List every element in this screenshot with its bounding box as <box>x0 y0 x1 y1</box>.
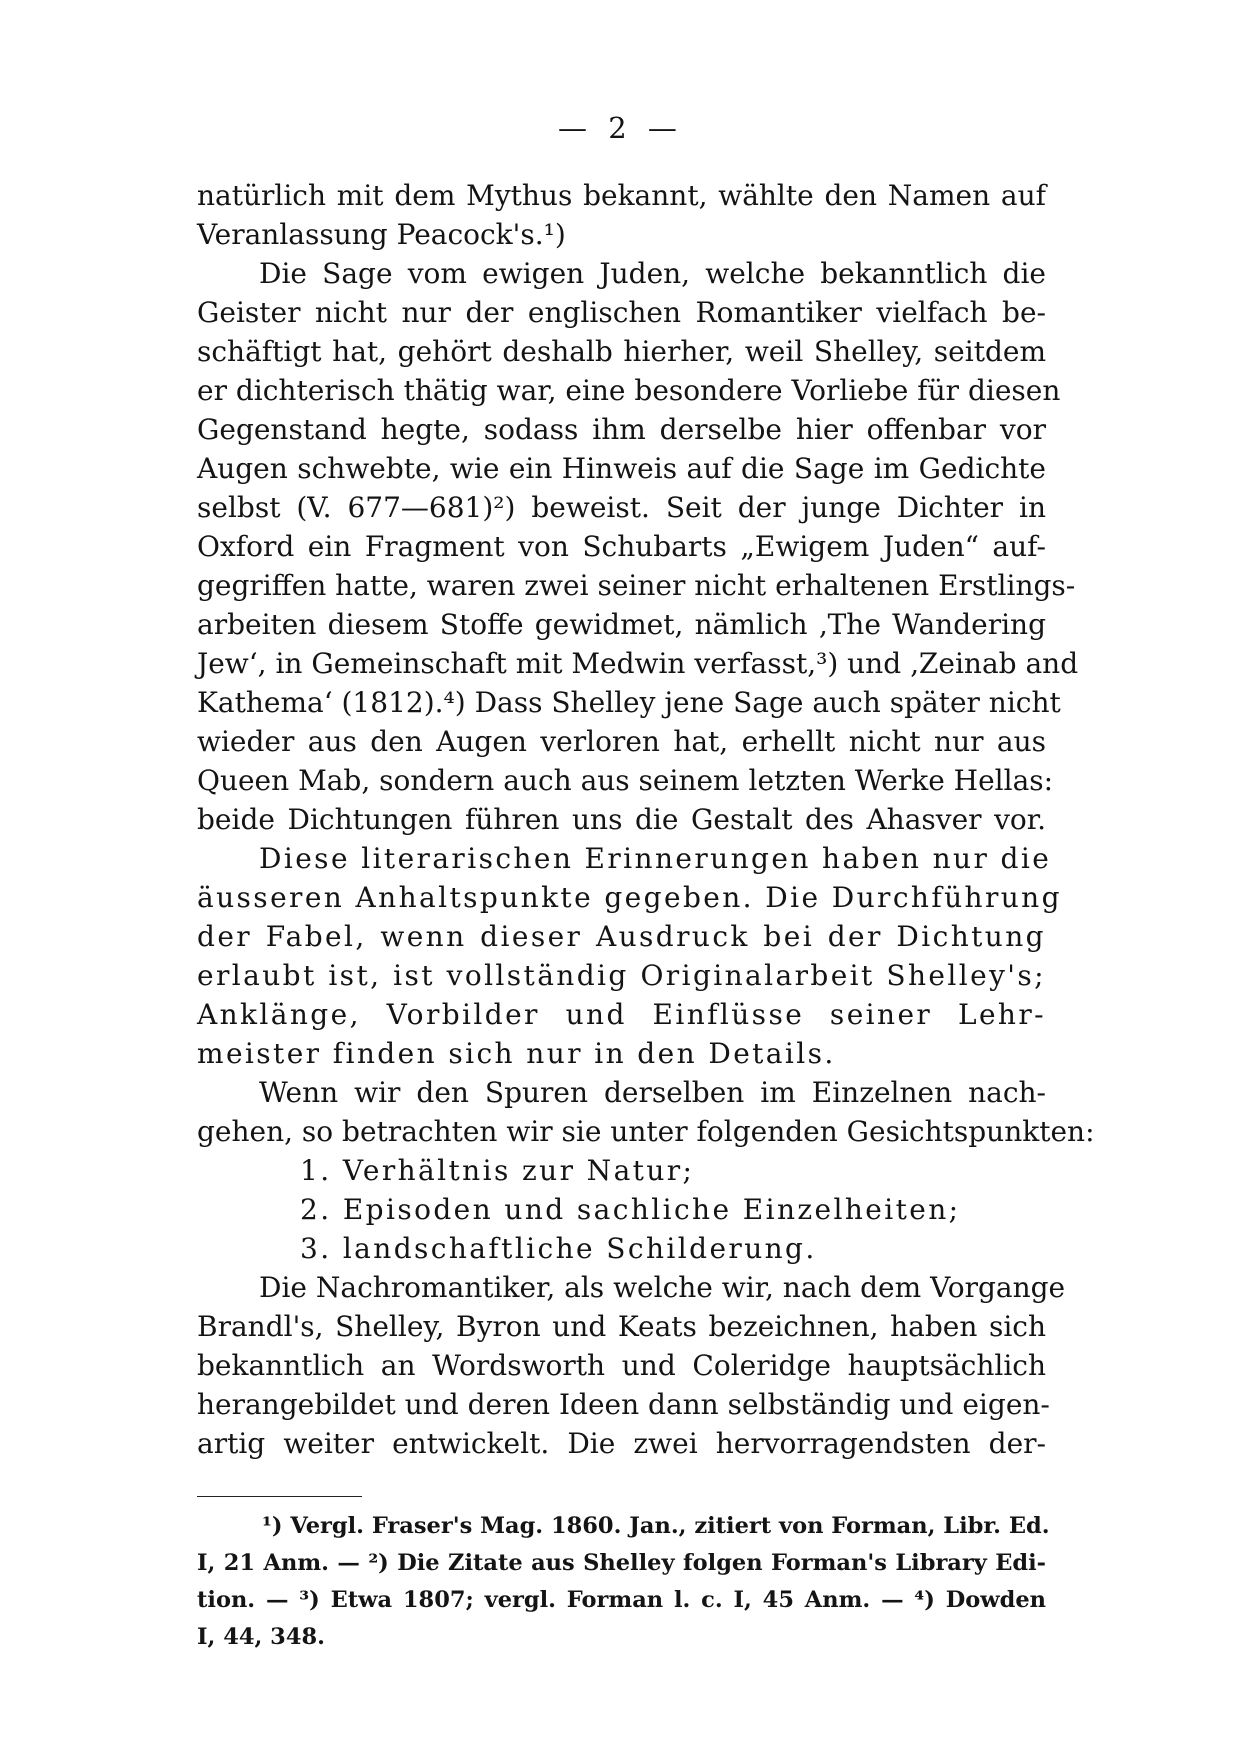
text-line: schäftigt hat, gehört deshalb hierher, weil Shelley, seitdem <box>197 335 1046 368</box>
text-line: gehen, so betrachten wir sie unter folgenden Gesichtspunkten: <box>197 1115 1095 1148</box>
text-line-spaced: äusseren Anhaltspunkte gegeben. Die Durchführung <box>197 881 1062 914</box>
footnote-line: I, 21 Anm. — ²) Die Zitate aus Shelley folgen Forman's Library Edi- <box>197 1550 1046 1576</box>
text-line: bekanntlich an Wordsworth und Coleridge hauptsächlich <box>197 1349 1046 1382</box>
text-line: Kathema‘ (1812).⁴) Dass Shelley jene Sage auch später nicht <box>197 686 1061 719</box>
text-line: Veranlassung Peacock's.¹) <box>197 218 566 251</box>
text-line-spaced: der Fabel, wenn dieser Ausdruck bei der Dichtung <box>197 920 1046 953</box>
text-line: Brandl's, Shelley, Byron und Keats bezeichnen, haben sich <box>197 1310 1046 1343</box>
text-line: Die Nachromantiker, als welche wir, nach dem Vorgange <box>259 1271 1066 1304</box>
page-number: — 2 — <box>558 111 683 145</box>
footnote-divider <box>197 1496 362 1497</box>
text-line-spaced: erlaubt ist, ist vollständig Originalarbeit Shelley's; <box>197 959 1046 992</box>
text-line: gegriffen hatte, waren zwei seiner nicht erhaltenen Erstlings- <box>197 569 1076 602</box>
text-line: Geister nicht nur der englischen Romantiker vielfach be- <box>197 296 1046 329</box>
text-line: Die Sage vom ewigen Juden, welche bekanntlich die <box>259 257 1046 290</box>
list-item: 1. Verhältnis zur Natur; <box>300 1154 695 1187</box>
list-item: 3. landschaftliche Schilderung. <box>300 1232 817 1265</box>
text-line: Gegenstand hegte, sodass ihm derselbe hier offenbar vor <box>197 413 1046 446</box>
text-line: natürlich mit dem Mythus bekannt, wählte den Namen auf <box>197 179 1046 212</box>
text-line: Wenn wir den Spuren derselben im Einzelnen nach- <box>259 1076 1046 1109</box>
text-line: artig weiter entwickelt. Die zwei hervorragendsten der- <box>197 1427 1046 1460</box>
text-line: wieder aus den Augen verloren hat, erhellt nicht nur aus <box>197 725 1046 758</box>
body-text <box>197 176 1095 1463</box>
footnotes <box>197 1508 1050 1656</box>
text-line-spaced: meister finden sich nur in den Details. <box>197 1037 836 1070</box>
text-line: arbeiten diesem Stoffe gewidmet, nämlich ‚The Wandering <box>197 608 1046 641</box>
text-line: selbst (V. 677—681)²) beweist. Seit der junge Dichter in <box>197 491 1046 524</box>
text-line: Queen Mab, sondern auch aus seinem letzten Werke Hellas: <box>197 764 1054 797</box>
text-line: Oxford ein Fragment von Schubarts „Ewigem Juden“ auf- <box>197 530 1046 563</box>
text-line: herangebildet und deren Ideen dann selbständig und eigen- <box>197 1388 1050 1421</box>
footnote-line: tion. — ³) Etwa 1807; vergl. Forman l. c. I, 45 Anm. — ⁴) Dowden <box>197 1587 1046 1613</box>
text-line-spaced: Anklänge, Vorbilder und Einflüsse seiner Lehr- <box>197 998 1046 1031</box>
text-line: Jew‘, in Gemeinschaft mit Medwin verfasst,³) und ‚Zeinab and <box>197 647 1079 680</box>
footnote-line: ¹) Vergl. Fraser's Mag. 1860. Jan., zitiert von Forman, Libr. Ed. <box>262 1513 1050 1539</box>
text-line: Augen schwebte, wie ein Hinweis auf die Sage im Gedichte <box>197 452 1046 485</box>
text-line: beide Dichtungen führen uns die Gestalt des Ahasver vor. <box>197 803 1046 836</box>
text-line: er dichterisch thätig war, eine besondere Vorliebe für diesen <box>197 374 1061 407</box>
text-line-spaced: Diese literarischen Erinnerungen haben nur die <box>259 842 1052 875</box>
list-item: 2. Episoden und sachliche Einzelheiten; <box>300 1193 961 1226</box>
footnote-line: I, 44, 348. <box>197 1624 325 1650</box>
